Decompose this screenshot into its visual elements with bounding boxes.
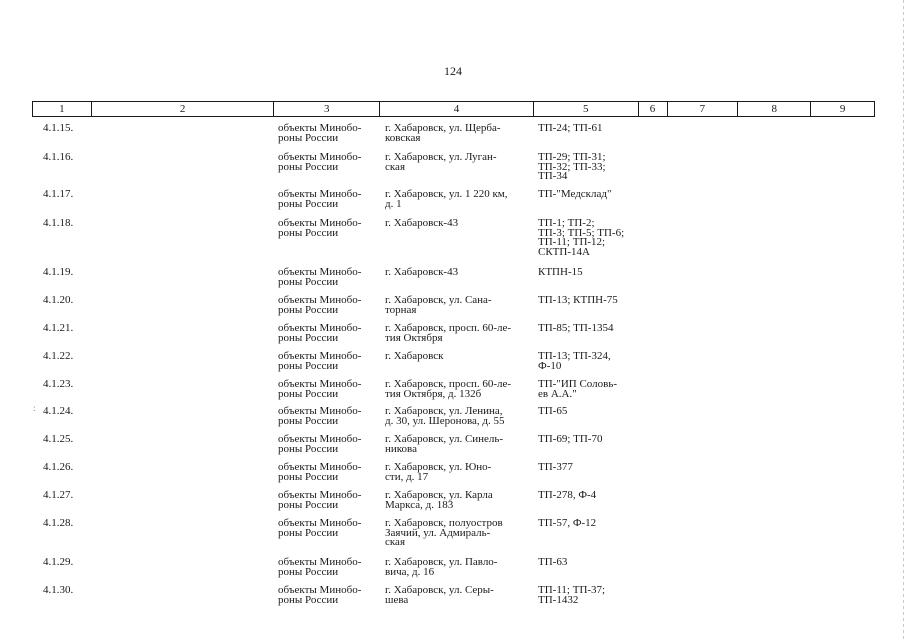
row-substations: ТП-24; ТП-61: [538, 122, 603, 134]
margin-marks: :: [33, 403, 36, 413]
row-address: г. Хабаровск, ул. Серы- шева: [385, 584, 494, 606]
row-substations: ТП-11; ТП-37; ТП-1432: [538, 584, 606, 606]
header-col-1: 1: [33, 102, 92, 116]
row-address: г. Хабаровск, ул. Ленина, д. 30, ул. Шеронова, д. 55: [385, 405, 505, 427]
row-substations: ТП-"Медсклад": [538, 188, 612, 200]
row-object: объекты Минобо- роны России: [278, 584, 362, 606]
row-address: г. Хабаровск, ул. Синель- никова: [385, 433, 504, 455]
row-address: г. Хабаровск-43: [385, 217, 459, 229]
row-substations: ТП-65: [538, 405, 568, 417]
header-col-9: 9: [839, 103, 846, 115]
row-object: объекты Минобо- роны России: [278, 350, 362, 372]
row-address: г. Хабаровск, ул. Сана- торная: [385, 294, 492, 316]
row-object: объекты Минобо- роны России: [278, 294, 362, 316]
row-object: объекты Минобо- роны России: [278, 433, 362, 455]
page-edge-line: [903, 0, 904, 640]
row-object: объекты Минобо- роны России: [278, 517, 362, 539]
row-object: объекты Минобо- роны России: [278, 122, 362, 144]
row-substations: ТП-57, Ф-12: [538, 517, 597, 529]
row-number: 4.1.18.: [43, 217, 74, 229]
row-substations: ТП-85; ТП-1354: [538, 322, 614, 334]
row-number: 4.1.22.: [43, 350, 74, 362]
row-address: г. Хабаровск, полуостров Заячий, ул. Адмираль- ская: [385, 517, 503, 548]
row-substations: ТП-63: [538, 556, 568, 568]
row-address: г. Хабаровск, ул. Павло- вича, д. 16: [385, 556, 498, 578]
row-number: 4.1.21.: [43, 322, 74, 334]
header-col-6: 6: [639, 102, 668, 116]
row-address: г. Хабаровск, ул. Щерба- ковская: [385, 122, 501, 144]
row-substations: КТПН-15: [538, 266, 583, 278]
row-number: 4.1.24.: [43, 405, 74, 417]
page-number: 124: [444, 64, 462, 78]
row-object: объекты Минобо- роны России: [278, 217, 362, 239]
row-object: объекты Минобо- роны России: [278, 378, 362, 400]
header-col-5: 5: [534, 102, 639, 116]
row-substations: ТП-13; ТП-324, Ф-10: [538, 350, 611, 372]
row-substations: ТП-29; ТП-31; ТП-32; ТП-33; ТП-34: [538, 151, 606, 182]
header-col-3: 3: [274, 102, 380, 116]
row-number: 4.1.15.: [43, 122, 74, 134]
row-substations: ТП-278, Ф-4: [538, 489, 597, 501]
row-number: 4.1.23.: [43, 378, 74, 390]
row-object: объекты Минобо- роны России: [278, 151, 362, 173]
header-col-4: 4: [380, 102, 534, 116]
row-address: г. Хабаровск, просп. 60-ле- тия Октября, д. 132б: [385, 378, 512, 400]
row-number: 4.1.20.: [43, 294, 74, 306]
row-address: г. Хабаровск, ул. Юно- сти, д. 17: [385, 461, 492, 483]
row-number: 4.1.25.: [43, 433, 74, 445]
row-address: г. Хабаровск, ул. Карла Маркса, д. 183: [385, 489, 493, 511]
row-number: 4.1.19.: [43, 266, 74, 278]
row-object: объекты Минобо- роны России: [278, 405, 362, 427]
row-object: объекты Минобо- роны России: [278, 322, 362, 344]
row-address: г. Хабаровск, просп. 60-ле- тия Октября: [385, 322, 512, 344]
row-address: г. Хабаровск, ул. 1 220 км, д. 1: [385, 188, 508, 210]
row-substations: ТП-377: [538, 461, 573, 473]
row-substations: ТП-"ИП Соловь- ев А.А.": [538, 378, 618, 400]
row-address: г. Хабаровск-43: [385, 266, 459, 278]
row-substations: ТП-13; КТПН-75: [538, 294, 618, 306]
row-object: объекты Минобо- роны России: [278, 188, 362, 210]
row-number: 4.1.30.: [43, 584, 74, 596]
row-number: 4.1.29.: [43, 556, 74, 568]
row-object: объекты Минобо- роны России: [278, 556, 362, 578]
row-number: 4.1.16.: [43, 151, 74, 163]
table-header-row: [32, 101, 875, 117]
header-col-2: 2: [92, 102, 275, 116]
row-number: 4.1.26.: [43, 461, 74, 473]
row-substations: ТП-69; ТП-70: [538, 433, 603, 445]
row-address: г. Хабаровск: [385, 350, 444, 362]
row-object: объекты Минобо- роны России: [278, 461, 362, 483]
header-col-8: 8: [738, 102, 811, 116]
row-number: 4.1.17.: [43, 188, 74, 200]
row-number: 4.1.28.: [43, 517, 74, 529]
header-col-7: 7: [668, 102, 739, 116]
row-object: объекты Минобо- роны России: [278, 489, 362, 511]
row-object: объекты Минобо- роны России: [278, 266, 362, 288]
row-address: г. Хабаровск, ул. Луган- ская: [385, 151, 497, 173]
row-substations: ТП-1; ТП-2; ТП-3; ТП-5; ТП-6; ТП-11; ТП-12; СКТП-14А: [538, 217, 625, 258]
row-number: 4.1.27.: [43, 489, 74, 501]
